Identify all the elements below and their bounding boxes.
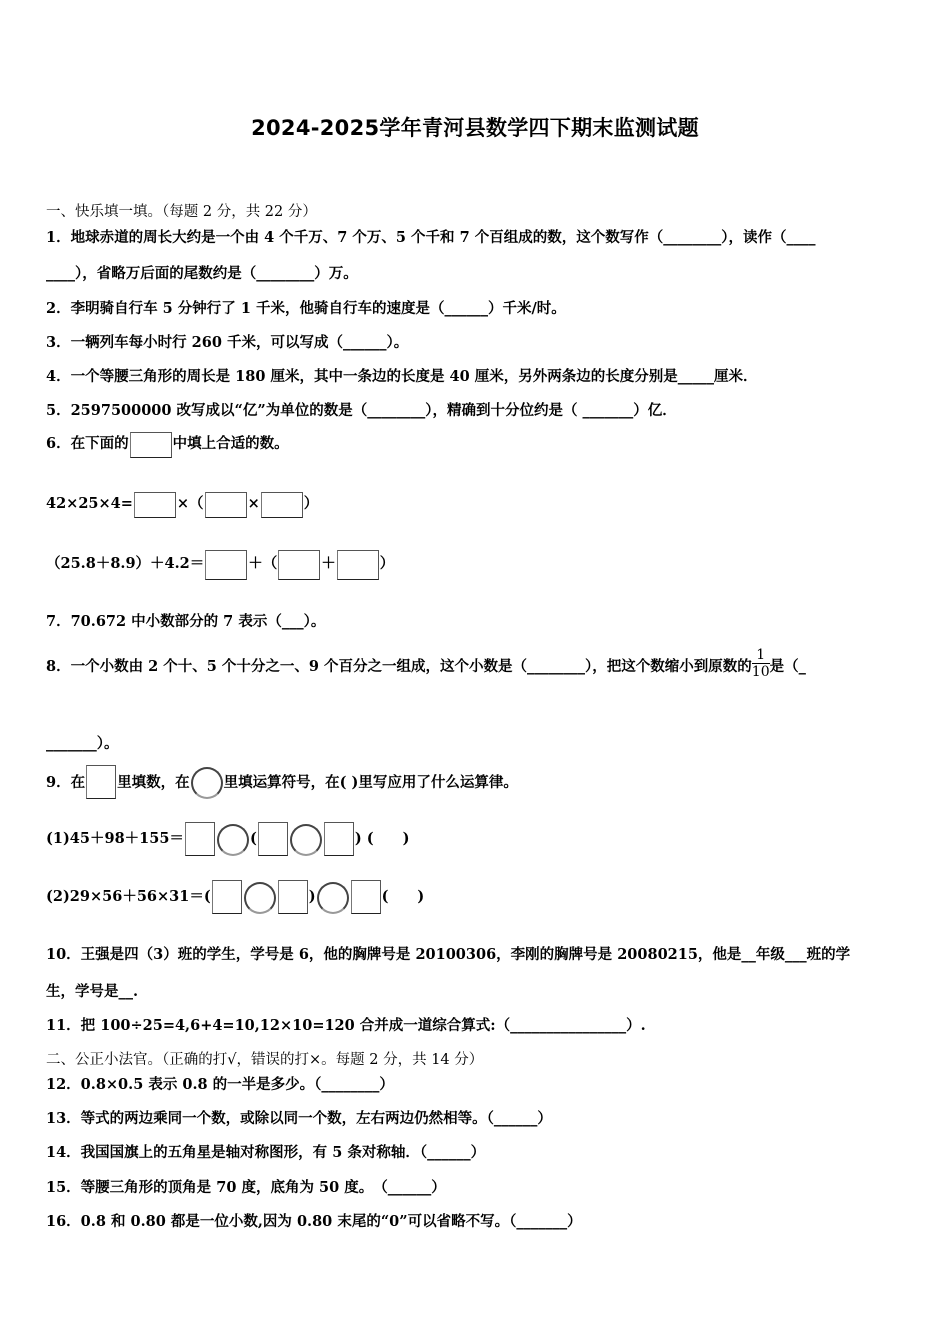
- question-1-line-2: ____），省略万后面的尾数约是（________）万。: [46, 265, 358, 282]
- plus-sign: ＋: [321, 555, 336, 572]
- question-6-text-a: 6．在下面的: [46, 435, 129, 452]
- question-5: 5．2597500000 改写成以“亿”为单位的数是（________），精确到十分位约是（ _______）亿．: [46, 402, 677, 419]
- law-blank: ) ( ): [354, 830, 410, 847]
- question-9-text-b: 里填数，在: [117, 774, 190, 791]
- question-8-line-2: _______）。: [46, 735, 119, 752]
- operator-circle[interactable]: [290, 824, 322, 856]
- fraction-one-tenth: [752, 647, 770, 680]
- answer-box[interactable]: [261, 492, 303, 518]
- part-2-left: (2)29×56＋56×31＝(: [46, 888, 211, 905]
- question-10-line-1: 10．王强是四（3）班的学生，学号是 6，他的胸牌号是 20100306，李刚的胸牌号是 20080215，他是__年级___班的学: [46, 946, 851, 963]
- expression-2-left: （25.8＋8.9）＋4.2＝: [46, 555, 205, 572]
- question-9-text-a: 9．在: [46, 774, 86, 791]
- question-12: 12．0.8×0.5 表示 0.8 的一半是多少。（________）: [46, 1076, 394, 1093]
- number-box[interactable]: [185, 822, 215, 856]
- answer-box[interactable]: [278, 550, 320, 580]
- question-4: 4．一个等腰三角形的周长是 180 厘米，其中一条边的长度是 40 厘米，另外两条边的长度分别是_____厘米．: [46, 368, 758, 385]
- answer-box[interactable]: [205, 492, 247, 518]
- question-1-line-1: 1．地球赤道的周长大约是一个由 4 个千万、7 个万、5 个千和 7 个百组成的数，这个数写作（________），读作（____: [46, 229, 816, 246]
- question-8-text: 8．一个小数由 2 个十、5 个十分之一、9 个百分之一组成，这个小数是（________），把这个数缩小到原数的: [46, 658, 752, 675]
- question-16: 16．0.8 和 0.80 都是一位小数,因为 0.80 末尾的“0”可以省略不写。（_______）: [46, 1213, 582, 1230]
- operator-circle[interactable]: [317, 882, 349, 914]
- question-10-line-2: 生，学号是__.: [46, 983, 139, 1000]
- number-box[interactable]: [351, 880, 381, 914]
- page-title: 2024-2025学年青河县数学四下期末监测试题: [251, 116, 699, 140]
- question-6-text-b: 中填上合适的数。: [172, 435, 289, 452]
- section-1-heading: 一、快乐填一填。（每题 2 分，共 22 分）: [46, 204, 317, 220]
- number-box[interactable]: [212, 880, 242, 914]
- question-3: 3．一辆列车每小时行 260 千米，可以写成（______）。: [46, 334, 409, 351]
- question-9-text-c: 里填运算符号，在( )里写应用了什么运算律。: [223, 774, 518, 791]
- question-13: 13．等式的两边乘同一个数，或除以同一个数，左右两边仍然相等。（______）: [46, 1110, 552, 1127]
- operator-circle[interactable]: [217, 824, 249, 856]
- question-6-expression-1: [46, 490, 318, 518]
- question-7: 7．70.672 中小数部分的 7 表示（___）。: [46, 613, 326, 630]
- answer-box-icon: [130, 432, 172, 458]
- question-2: 2．李明骑自行车 5 分钟行了 1 千米，他骑自行车的速度是（______）千米/时。: [46, 300, 566, 317]
- part-1-left: (1)45＋98＋155＝: [46, 830, 184, 847]
- times-sign: ×: [247, 495, 260, 512]
- number-box-icon: [86, 765, 116, 799]
- operator-circle[interactable]: [244, 882, 276, 914]
- fraction-denominator: 10: [751, 663, 770, 680]
- plus-open: ＋（: [248, 555, 278, 572]
- close-paren: ）: [303, 495, 319, 512]
- question-11: 11．把 100÷25=4,6+4=10,12×10=120 合并成一道综合算式:（________________）.: [46, 1017, 646, 1034]
- question-9-part-1: [46, 822, 409, 856]
- close-paren: ): [308, 888, 316, 905]
- times-open: ×（: [176, 495, 204, 512]
- answer-box[interactable]: [205, 550, 247, 580]
- open-paren: (: [249, 830, 257, 847]
- number-box[interactable]: [324, 822, 354, 856]
- question-14: 14．我国国旗上的五角星是轴对称图形，有 5 条对称轴．（______）: [46, 1144, 486, 1161]
- section-2-heading: 二、公正小法官。（正确的打√，错误的打×。每题 2 分，共 14 分）: [46, 1052, 484, 1068]
- question-8-text-end: 是（_: [769, 658, 806, 675]
- number-box[interactable]: [258, 822, 288, 856]
- question-15: 15．等腰三角形的顶角是 70 度，底角为 50 度。 （______）: [46, 1179, 446, 1196]
- question-9-part-2: [46, 880, 424, 914]
- fraction-numerator: 1: [752, 647, 770, 664]
- answer-box[interactable]: [337, 550, 379, 580]
- operator-circle-icon: [191, 767, 223, 799]
- question-9: [46, 765, 518, 799]
- number-box[interactable]: [278, 880, 308, 914]
- expression-1-left: 42×25×4=: [46, 495, 133, 512]
- question-6-expression-2: [46, 548, 394, 580]
- answer-box[interactable]: [134, 492, 176, 518]
- law-blank: ( ): [381, 888, 425, 905]
- close-paren: ）: [379, 555, 395, 572]
- question-8-line-1: [46, 647, 806, 687]
- question-6: [46, 430, 289, 458]
